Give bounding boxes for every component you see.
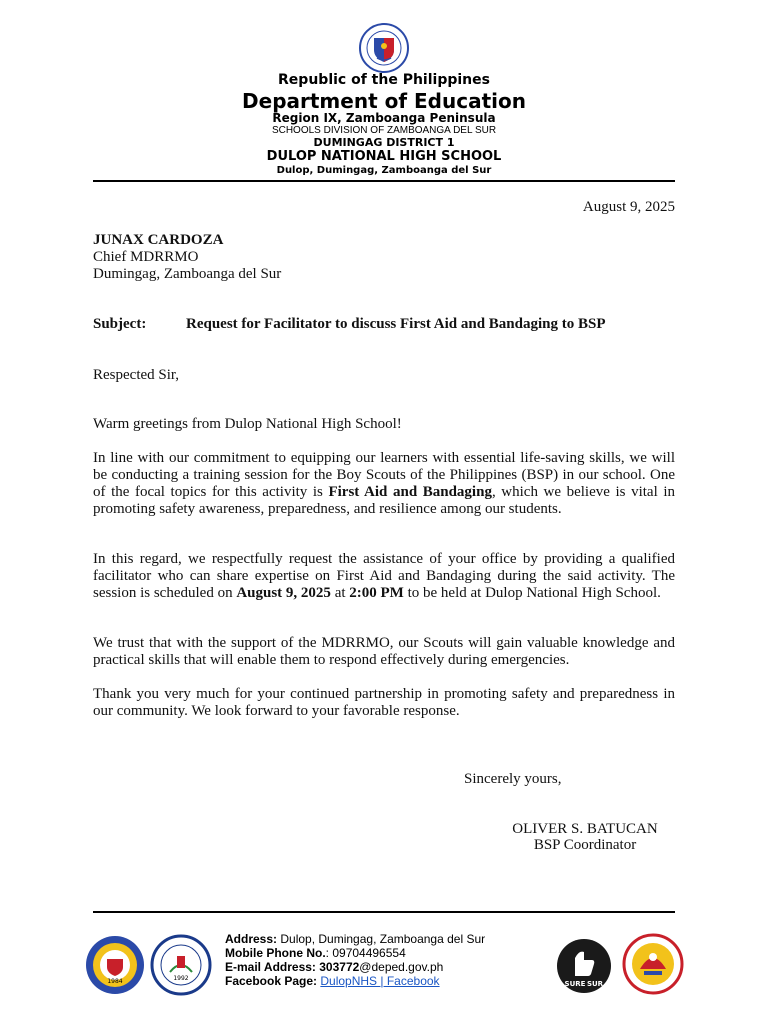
paragraph-1-part-a: In line with our commitment to equipping our learners with essential life-saving skills, we will be conducting a training session for the Boy Scouts of the Philippines (BSP) in our school. One of the focal topics for this activity is — [93, 450, 675, 500]
footer-address-value: Dulop, Dumingag, Zamboanga del Sur — [277, 932, 486, 946]
header-school-address: Dulop, Dumingag, Zamboanga del Sur — [276, 165, 492, 176]
paragraph-2-part-c: at — [330, 585, 350, 601]
footer-facebook — [225, 974, 440, 989]
footer-phone-value: : 09704496554 — [325, 946, 406, 960]
header-division: SCHOOLS DIVISION OF ZAMBOANGA DEL SUR — [271, 125, 497, 136]
letter-date: August 9, 2025 — [582, 199, 675, 215]
paragraph-2-part-e: to be held at Dulop National High School. — [403, 585, 661, 601]
header-divider — [93, 180, 675, 182]
deped-zds-logo — [622, 933, 684, 995]
greeting: Warm greetings from Dulop National High School! — [93, 416, 402, 432]
logo1-year: 1984 — [107, 978, 123, 985]
footer-email-label: E-mail Address: 303772 — [225, 960, 360, 974]
recipient-title: Chief MDRRMO — [93, 249, 199, 265]
salutation: Respected Sir, — [93, 367, 180, 383]
paragraph-2-part-a: In this regard, we respectfully request the assistance of your office by providing a qualified facilitator who can share expertise on First Aid and Bandaging during the said activity. The session is scheduled on — [93, 551, 675, 601]
paragraph-2-date: August 9, 2025 — [236, 585, 331, 601]
paragraph-2 — [93, 551, 675, 602]
header-department: Department of Education — [242, 89, 526, 113]
paragraph-2-time: 2:00 PM — [349, 585, 404, 601]
logo3-text: SURE — [564, 980, 586, 988]
signatory-title: BSP Coordinator — [533, 837, 637, 853]
subject-label: Subject: — [93, 316, 147, 332]
logo2-year: 1992 — [173, 975, 189, 982]
footer-address — [225, 932, 485, 947]
paragraph-1-emphasis: First Aid and Bandaging — [328, 484, 492, 500]
footer-email-value: @deped.gov.ph — [359, 960, 444, 974]
footer-facebook-label: Facebook Page: — [225, 974, 318, 988]
logo3-text2: SUR — [586, 980, 604, 988]
sure-sur-logo — [555, 938, 613, 994]
footer-divider — [93, 911, 675, 913]
signatory-name: OLIVER S. BATUCAN — [512, 821, 658, 837]
header-country: Republic of the Philippines — [278, 72, 490, 88]
paragraph-1-part-c: , which we believe is vital in promoting safety awareness, preparedness, and resilience among our students. — [93, 484, 676, 517]
closing: Sincerely yours, — [464, 771, 562, 787]
header-region: Region IX, Zamboanga Peninsula — [272, 111, 496, 125]
header-school: DULOP NATIONAL HIGH SCHOOL — [266, 149, 502, 164]
recipient-name: JUNAX CARDOZA — [93, 232, 224, 248]
footer-email — [225, 960, 443, 975]
footer-phone-label: Mobile Phone No. — [225, 946, 326, 960]
facebook-link[interactable]: DulopNHS | Facebook — [320, 974, 440, 988]
paragraph-3: We trust that with the support of the MDRRMO, our Scouts will gain valuable knowledge and practical skills that will enable them to respond effectively during emergencies. — [93, 635, 675, 668]
deped-seal — [353, 22, 415, 74]
header-district: DUMINGAG DISTRICT 1 — [313, 136, 455, 149]
deped-division-logo — [84, 934, 146, 996]
paragraph-4: Thank you very much for your continued partnership in promoting safety and preparedness in our community. We look forward to your favorable response. — [93, 686, 675, 719]
footer-phone — [225, 946, 406, 961]
subject-text: Request for Facilitator to discuss First Aid and Bandaging to BSP — [186, 316, 606, 332]
footer-address-label: Address: — [225, 932, 278, 946]
paragraph-1 — [93, 450, 675, 518]
recipient-address: Dumingag, Zamboanga del Sur — [93, 266, 282, 282]
school-logo — [150, 934, 212, 996]
